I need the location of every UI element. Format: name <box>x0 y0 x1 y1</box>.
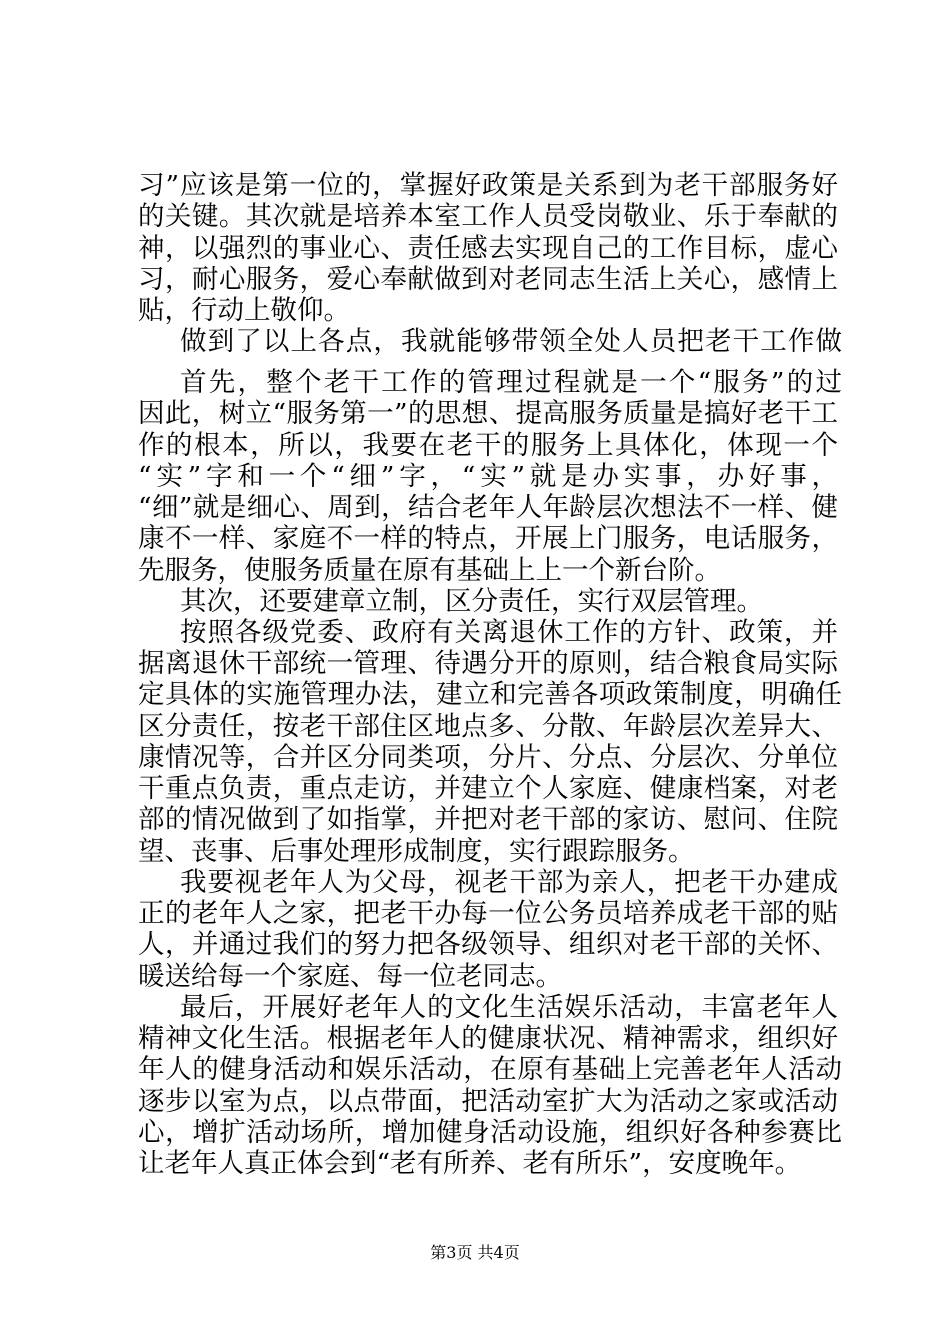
text-line: 定具体的实施管理办法，建立和完善各项政策制度，明确任 <box>138 679 842 711</box>
text-line: 精神文化生活。根据老年人的健康状况、精神需求，组织好 <box>138 1023 838 1055</box>
text-line: 心，增扩活动场所，增加健身活动设施，组织好各种参赛比 <box>138 1116 842 1148</box>
text-line: 的关键。其次就是培养本室工作人员受岗敬业、乐于奉献的 <box>138 201 838 233</box>
text-line: 其次，还要建章立制，区分责任，实行双层管理。 <box>180 585 763 617</box>
text-line: 据离退休干部统一管理、待遇分开的原则，结合粮食局实际 <box>138 648 838 680</box>
text-line: 首先，整个老干工作的管理过程就是一个“服务”的过 <box>180 367 842 399</box>
text-line: 作的根本，所以，我要在老干的服务上具体化，体现一个 <box>138 429 838 461</box>
text-line: 年人的健身活动和娱乐活动，在原有基础上完善老年人活动 <box>138 1054 842 1086</box>
text-line: 因此，树立“服务第一”的思想、提高服务质量是搞好老干工 <box>138 398 838 430</box>
text-line: 部的情况做到了如指掌，并把对老干部的家访、慰问、住院 <box>138 804 838 836</box>
text-line: 人，并通过我们的努力把各级领导、组织对老干部的关怀、 <box>138 929 838 961</box>
text-line: 逐步以室为点，以点带面，把活动室扩大为活动之家或活动 <box>138 1085 838 1117</box>
page-number-footer: 第3页 共4页 <box>430 1243 520 1262</box>
text-line: 习，耐心服务，爱心奉献做到对老同志生活上关心，感情上 <box>138 263 838 295</box>
text-line: 神，以强烈的事业心、责任感去实现自己的工作目标，虚心 <box>138 232 838 264</box>
text-line: 干重点负责，重点走访，并建立个人家庭、健康档案，对老 <box>138 773 838 805</box>
text-line: 康情况等，合并区分同类项，分片、分点、分层次、分单位 <box>138 741 838 773</box>
text-line: 做到了以上各点，我就能够带领全处人员把老干工作做 <box>180 326 842 358</box>
text-line: 望、丧事、后事处理形成制度，实行跟踪服务。 <box>138 835 695 867</box>
text-line: 康不一样、家庭不一样的特点，开展上门服务，电话服务， <box>138 523 838 555</box>
text-line: 正的老年人之家，把老干办每一位公务员培养成老干部的贴 <box>138 898 838 930</box>
text-line: 最后，开展好老年人的文化生活娱乐活动，丰富老年人 <box>180 991 838 1023</box>
text-line: 我要视老年人为父母，视老干部为亲人，把老干办建成 <box>180 866 838 898</box>
text-line: “细”就是细心、周到，结合老年人年龄层次想法不一样、健 <box>138 492 838 523</box>
text-line: 习”应该是第一位的，掌握好政策是关系到为老干部服务好 <box>138 170 838 201</box>
text-line: 先服务，使服务质量在原有基础上上一个新台阶。 <box>138 554 721 586</box>
text-line: 区分责任，按老干部住区地点多、分散、年龄层次差异大、 <box>138 710 838 742</box>
text-line: 贴，行动上敬仰。 <box>138 294 350 326</box>
text-line: “实”字和一个“细”字，“实”就是办实事，办好事， <box>138 460 838 492</box>
text-line: 让老年人真正体会到“老有所养、老有所乐”，安度晚年。 <box>138 1148 802 1179</box>
text-line: 暖送给每一个家庭、每一位老同志。 <box>138 960 562 992</box>
text-line: 按照各级党委、政府有关离退休工作的方针、政策，并 <box>180 617 838 648</box>
